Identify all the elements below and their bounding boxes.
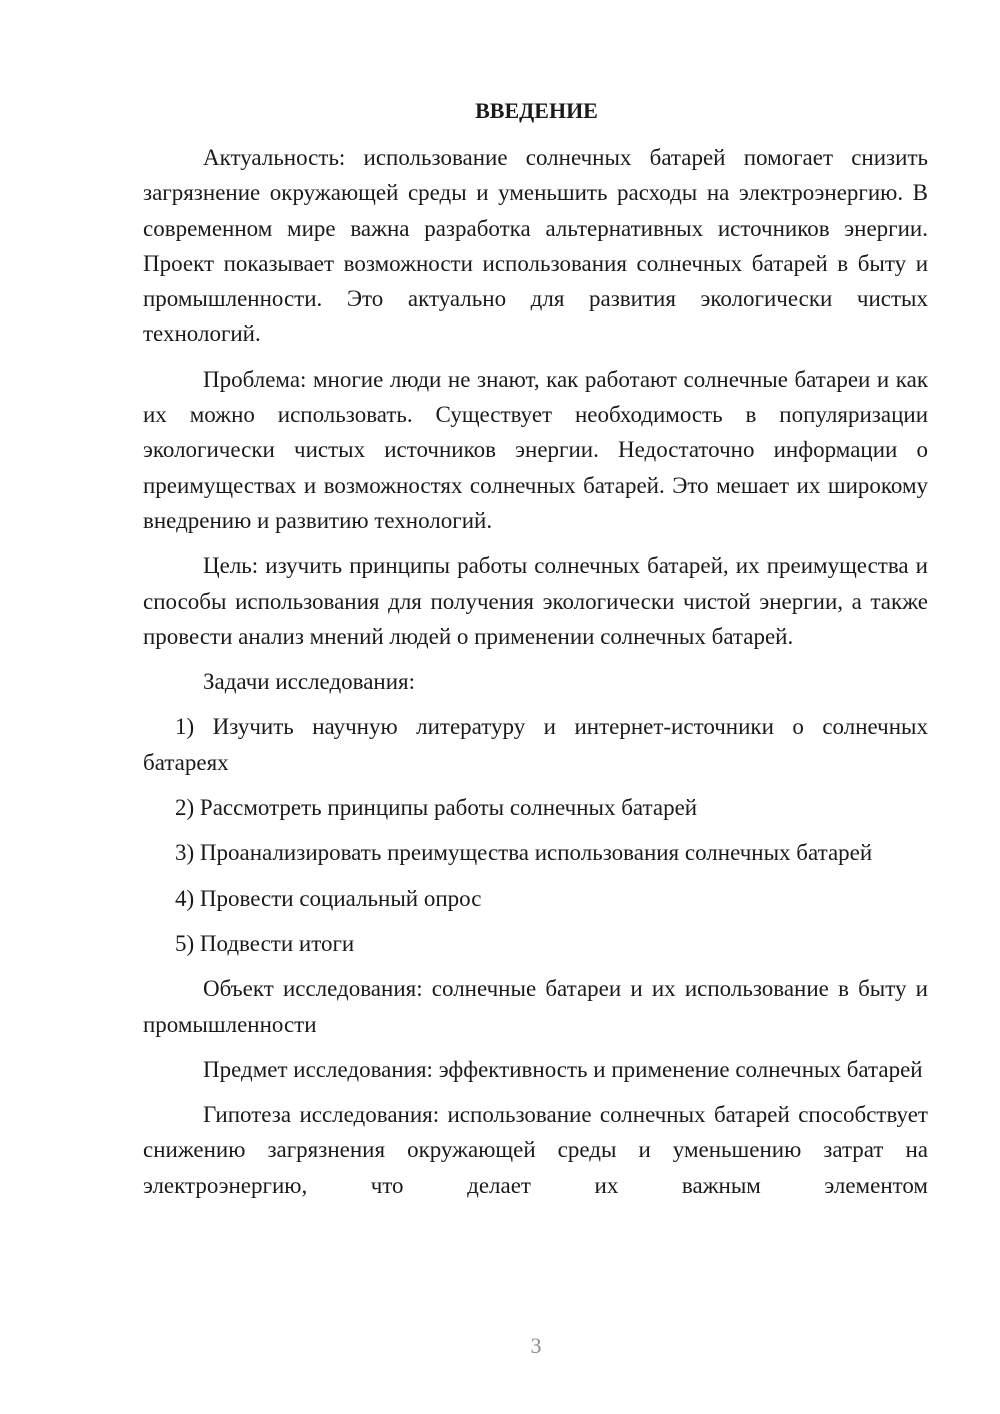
tasks-heading: Задачи исследования:: [203, 669, 416, 695]
problem-paragraph: Проблема: многие люди не знают, как работают солнечные батареи и как их можно использовать. Существует необходимость в популяризации экологически чистых источников энергии. Недостаточно информации о преимуществах и возможностях солнечных батарей. Это мешает их широкому внедрению и развитию технологий.: [143, 366, 928, 533]
object-paragraph: Объект исследования: солнечные батареи и их использование в быту и промышленности: [143, 976, 928, 1037]
task-item-2: 2) Рассмотреть принципы работы солнечных батарей: [175, 795, 698, 821]
document-body: [143, 93, 928, 1213]
subject-paragraph: Предмет исследования: эффективность и применение солнечных батарей: [203, 1056, 923, 1082]
task-item-3: 3) Проанализировать преимущества использования солнечных батарей: [175, 840, 873, 866]
page-number: 3: [530, 1333, 542, 1358]
task-item-4: 4) Провести социальный опрос: [175, 885, 482, 911]
task-item-5: 5) Подвести итоги: [175, 930, 355, 956]
relevance-paragraph: Актуальность: использование солнечных батарей помогает снизить загрязнение окружающей среды и уменьшить расходы на электроэнергию. В современном мире важна разработка альтернативных источников энергии. Проект показывает возможности использования солнечных батарей в быту и промышленности. Это актуально для развития экологически чистых технологий.: [143, 145, 928, 347]
page-title: ВВЕДЕНИЕ: [475, 98, 598, 123]
hypothesis-paragraph: Гипотеза исследования: использование солнечных батарей способствует снижению загрязнения окружающей среды и уменьшению затрат на электроэнергию, что делает их важным элементом: [143, 1102, 928, 1198]
goal-paragraph: Цель: изучить принципы работы солнечных батарей, их преимущества и способы использования для получения экологически чистой энергии, а также провести анализ мнений людей о применении солнечных батарей.: [143, 553, 928, 649]
tasks-list: [143, 709, 928, 961]
task-item-1: 1) Изучить научную литературу и интернет-источники о солнечных батареях: [143, 714, 928, 775]
